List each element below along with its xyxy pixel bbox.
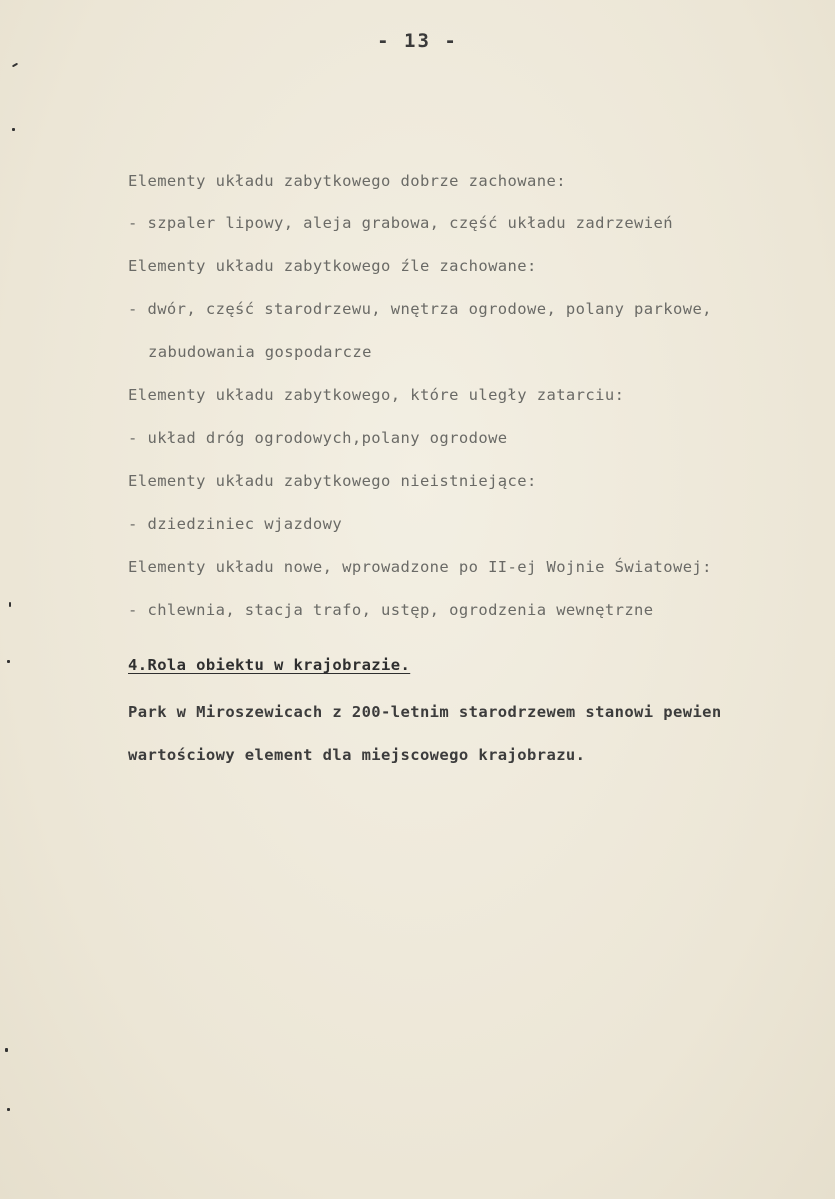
paragraph-line: wartościowy element dla miejscowego krajobrazu. xyxy=(128,746,586,764)
text-line: - układ dróg ogrodowych,polany ogrodowe xyxy=(128,429,508,447)
scan-speck xyxy=(7,1108,10,1111)
scan-speck xyxy=(12,63,18,68)
text-line: Elementy układu zabytkowego źle zachowane: xyxy=(128,257,537,275)
text-line: - dwór, część starodrzewu, wnętrza ogrodowe, polany parkowe, xyxy=(128,300,712,318)
text-line: - chlewnia, stacja trafo, ustęp, ogrodzenia wewnętrzne xyxy=(128,601,654,619)
scan-speck xyxy=(9,602,11,607)
paragraph-line: Park w Miroszewicach z 200-letnim starodrzewem stanowi pewien xyxy=(128,703,722,721)
scan-speck xyxy=(7,660,10,663)
section-heading: 4.Rola obiektu w krajobrazie. xyxy=(128,656,411,674)
text-line: zabudowania gospodarcze xyxy=(148,343,372,361)
scan-speck xyxy=(5,1048,8,1052)
text-line: Elementy układu zabytkowego dobrze zachowane: xyxy=(128,172,566,190)
text-line: Elementy układu zabytkowego, które uległy zatarciu: xyxy=(128,386,625,404)
text-line: Elementy układu zabytkowego nieistniejące: xyxy=(128,472,537,490)
text-line: Elementy układu nowe, wprowadzone po II-ej Wojnie Światowej: xyxy=(128,558,712,576)
scan-speck xyxy=(12,128,15,131)
text-line: - szpaler lipowy, aleja grabowa, część układu zadrzewień xyxy=(128,214,673,232)
page-number: - 13 - xyxy=(377,30,458,52)
text-line: - dziedziniec wjazdowy xyxy=(128,515,343,533)
